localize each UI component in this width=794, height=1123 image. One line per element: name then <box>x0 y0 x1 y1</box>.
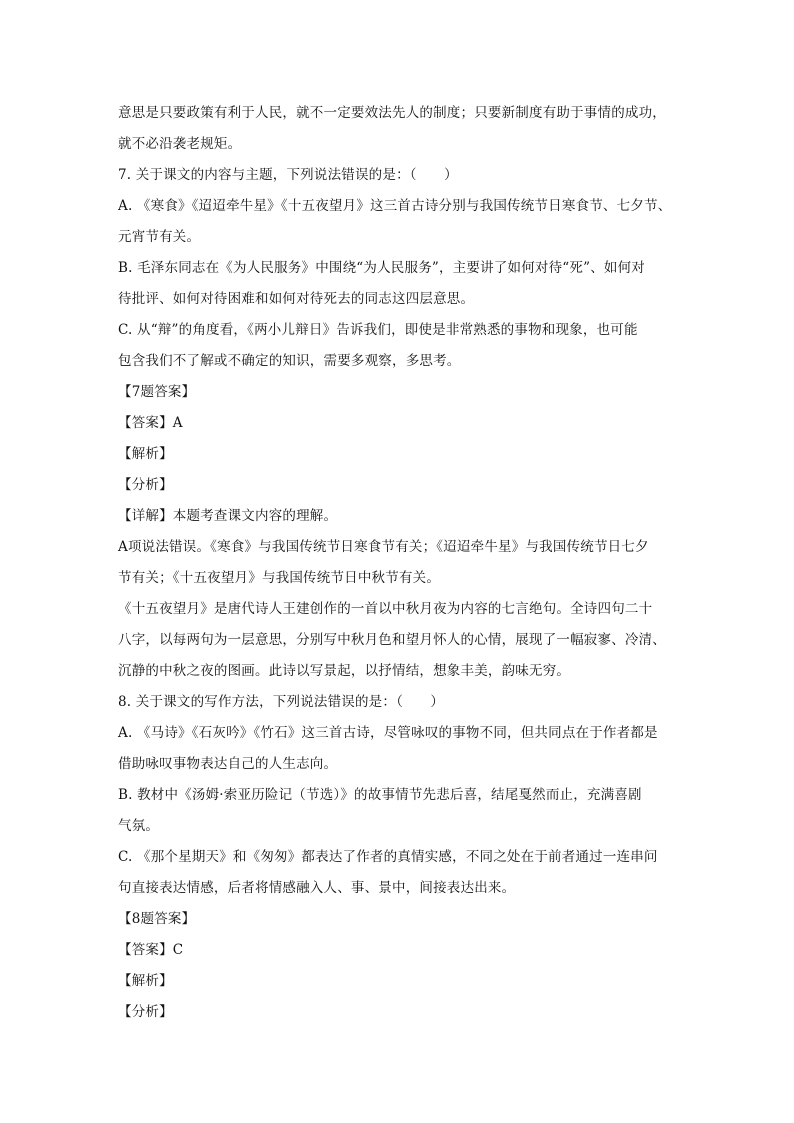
text-line: 句直接表达情感，后者将情感融入人、事、景中，间接表达出来。 <box>118 880 516 896</box>
detail-7-heading: 【详解】本题考查课文内容的理解。 <box>118 508 338 524</box>
question-8-option-c: C. 《那个星期天》和《匆匆》都表达了作者的真情实感，不同之处在于前者通过一连串问 <box>118 849 658 865</box>
question-8-stem: 8. 关于课文的写作方法，下列说法错误的是：（ ） <box>118 694 445 710</box>
text-line: 包含我们不了解或不确定的知识，需要多观察，多思考。 <box>118 353 461 369</box>
question-7-stem: 7. 关于课文的内容与主题，下列说法错误的是：（ ） <box>118 167 458 183</box>
text-line: 八字，以每两句为一层意思，分别写中秋月色和望月怀人的心情，展现了一幅寂寥、冷清、 <box>118 632 666 648</box>
answer-7-heading: 【7题答案】 <box>118 384 196 400</box>
text-line: 《十五夜望月》是唐代诗人王建创作的一首以中秋月夜为内容的七言绝句。全诗四句二十 <box>118 601 653 617</box>
answer-8-label: 【答案】C <box>118 942 184 958</box>
text-line: 元宵节有关。 <box>118 229 201 245</box>
question-7-option-c: C. 从“辩”的角度看，《两小儿辩日》告诉我们，即使是非常熟悉的事物和现象，也可能 <box>118 322 638 338</box>
text-line: 沉静的中秋之夜的图画。此诗以写景起，以抒情结，想象丰美，韵味无穷。 <box>118 663 571 679</box>
text-line: 节有关；《十五夜望月》与我国传统节日中秋节有关。 <box>118 570 441 586</box>
answer-8-heading: 【8题答案】 <box>118 911 196 927</box>
answer-7-label: 【答案】A <box>118 415 183 431</box>
breakdown-8-heading: 【分析】 <box>118 1004 173 1020</box>
question-7-option-b: B. 毛泽东同志在《为人民服务》中围绕“为人民服务”，主要讲了如何对待“死”、如何对 <box>118 260 646 276</box>
analysis-7-heading: 【解析】 <box>118 446 173 462</box>
breakdown-7-heading: 【分析】 <box>118 477 173 493</box>
text-line: 气氛。 <box>118 818 160 834</box>
text-line: 待批评、如何对待困难和如何对待死去的同志这四层意思。 <box>118 291 475 307</box>
question-8-option-b: B. 教材中《汤姆·索亚历险记（节选）》的故事情节先悲后喜，结尾戛然而止，充满喜剧 <box>118 787 642 803</box>
question-7-option-a: A. 《寒食》《迢迢牵牛星》《十五夜望月》这三首古诗分别与我国传统节日寒食节、七夕节、 <box>118 198 672 214</box>
text-line: A项说法错误。《寒食》与我国传统节日寒食节有关；《迢迢牵牛星》与我国传统节日七夕 <box>118 539 649 555</box>
question-8-option-a: A. 《马诗》《石灰吟》《竹石》这三首古诗，尽管咏叹的事物不同，但共同点在于作者都是 <box>118 725 658 741</box>
text-line: 意思是只要政策有利于人民，就不一定要效法先人的制度；只要新制度有助于事情的成功， <box>118 105 666 121</box>
text-line: 就不必沿袭老规矩。 <box>118 136 242 152</box>
text-line: 借助咏叹事物表达自己的人生志向。 <box>118 756 338 772</box>
analysis-8-heading: 【解析】 <box>118 973 173 989</box>
